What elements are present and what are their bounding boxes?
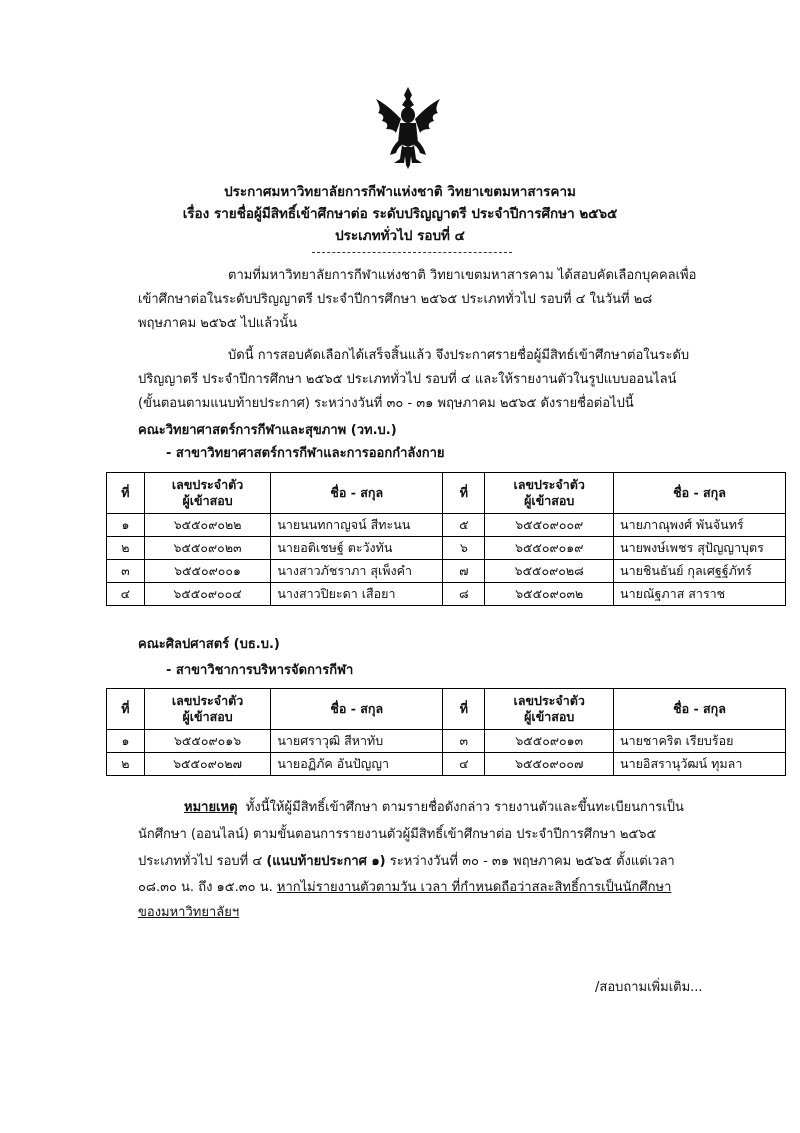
student-name: นายนนทกาญจน์ สีทะนน bbox=[271, 514, 443, 537]
student-name: นายภาณุพงศ์ พันจันทร์ bbox=[614, 514, 786, 537]
table-row bbox=[107, 514, 786, 537]
roster-table-1 bbox=[106, 472, 786, 606]
table-header-row bbox=[107, 689, 786, 730]
header-exam-id: เลขประจำตัว ผู้เข้าสอบ bbox=[485, 473, 614, 514]
row-number: ๖ bbox=[443, 537, 485, 560]
remark-line2: นักศึกษา (ออนไลน์) ตามขั้นตอนการรายงานตัวผู้มีสิทธิ์เข้าศึกษาต่อ ประจำปีการศึกษา ๒๕๖๕ bbox=[138, 827, 657, 842]
student-name: นายอิสรานุวัฒน์ ทุมลา bbox=[614, 753, 786, 776]
header-name: ชื่อ - สกุล bbox=[614, 689, 786, 730]
row-number: ๘ bbox=[443, 583, 485, 606]
announcement-title: ประกาศมหาวิทยาลัยการกีฬาแห่งชาติ วิทยาเขตมหาสารคาม bbox=[224, 184, 576, 200]
continued-marker: /สอบถามเพิ่มเติม... bbox=[595, 980, 703, 995]
student-name: นายอติเชษฐ์ ตะวังทัน bbox=[271, 537, 443, 560]
garuda-emblem-icon bbox=[368, 85, 448, 171]
faculty1-major: - สาขาวิทยาศาสตร์การกีฬาและการออกกำลังกาย bbox=[166, 446, 445, 461]
table-row bbox=[107, 537, 786, 560]
row-number: ๑ bbox=[107, 514, 145, 537]
table-row bbox=[107, 753, 786, 776]
paragraph1-line3: พฤษภาคม ๒๕๖๕ ไปแล้วนั้น bbox=[138, 316, 298, 331]
row-number: ๕ bbox=[443, 514, 485, 537]
remark-line5: ของมหาวิทยาลัยฯ bbox=[138, 905, 240, 920]
announcement-category: ประเภททั่วไป รอบที่ ๔ bbox=[335, 228, 465, 244]
exam-id: ๖๕๕๐๙๐๑๖ bbox=[144, 730, 271, 753]
student-name: นายณัฐภาส สาราช bbox=[614, 583, 786, 606]
student-name: นายชาคริต เรียบร้อย bbox=[614, 730, 786, 753]
header-name: ชื่อ - สกุล bbox=[271, 473, 443, 514]
header-exam-id: เลขประจำตัว ผู้เข้าสอบ bbox=[144, 473, 271, 514]
student-name: นายศราวุฒิ สีหาทับ bbox=[271, 730, 443, 753]
exam-id: ๖๕๕๐๙๐๐๔ bbox=[144, 583, 271, 606]
row-number: ๓ bbox=[107, 560, 145, 583]
faculty2-major: - สาขาวิชาการบริหารจัดการกีฬา bbox=[166, 663, 354, 678]
paragraph2-line1: บัดนี้ การสอบคัดเลือกได้เสร็จสิ้นแล้ว จึงประกาศรายชื่อผู้มีสิทธ์เข้าศึกษาต่อในระดับ bbox=[228, 348, 690, 363]
exam-id: ๖๕๕๐๙๐๐๑ bbox=[144, 560, 271, 583]
roster-table-2 bbox=[106, 688, 786, 776]
exam-id: ๖๕๕๐๙๐๐๙ bbox=[485, 514, 614, 537]
exam-id: ๖๕๕๐๙๐๐๗ bbox=[485, 753, 614, 776]
exam-id: ๖๕๕๐๙๐๑๓ bbox=[485, 730, 614, 753]
header-no: ที่ bbox=[443, 689, 485, 730]
remark-line1 bbox=[184, 797, 684, 819]
student-name: นางสาวปิยะดา เสือยา bbox=[271, 583, 443, 606]
remark-label: หมายเหตุ bbox=[184, 800, 238, 815]
remark-line4: ๐๘.๓๐ น. ถึง ๑๕.๓๐ น. หากไม่รายงานตัวตามวัน เวลา ที่กำหนดถือว่าสละสิทธิ์การเป็นนักศึกษา bbox=[138, 880, 672, 895]
table-row bbox=[107, 583, 786, 606]
faculty2-name: คณะศิลปศาสตร์ (บธ.บ.) bbox=[138, 637, 280, 652]
header-divider bbox=[312, 252, 512, 253]
exam-id: ๖๕๕๐๙๐๒๓ bbox=[144, 537, 271, 560]
remark-line1-text: ทั้งนี้ให้ผู้มีสิทธิ์เข้าศึกษา ตามรายชื่อดังกล่าว รายงานตัวและขึ้นทะเบียนการเป็น bbox=[245, 800, 684, 815]
attachment-reference: (แนบท้ายประกาศ ๑) bbox=[266, 854, 386, 869]
header-no: ที่ bbox=[107, 473, 145, 514]
paragraph1-line2: เข้าศึกษาต่อในระดับปริญญาตรี ประจำปีการศึกษา ๒๕๖๕ ประเภททั่วไป รอบที่ ๔ ในวันที่ ๒๘ bbox=[138, 292, 653, 307]
announcement-subject: เรื่อง รายชื่อผู้มีสิทธิ์เข้าศึกษาต่อ ระดับปริญญาตรี ประจำปีการศึกษา ๒๕๖๕ bbox=[182, 206, 618, 222]
exam-id: ๖๕๕๐๙๐๑๙ bbox=[485, 537, 614, 560]
table-header-row bbox=[107, 473, 786, 514]
table-row bbox=[107, 730, 786, 753]
student-name: นางสาวภัชราภา สุเพ็งคำ bbox=[271, 560, 443, 583]
header-exam-id: เลขประจำตัว ผู้เข้าสอบ bbox=[485, 689, 614, 730]
faculty1-name: คณะวิทยาศาสตร์การกีฬาและสุขภาพ (วท.บ.) bbox=[138, 423, 397, 438]
row-number: ๗ bbox=[443, 560, 485, 583]
exam-id: ๖๕๕๐๙๐๒๗ bbox=[144, 753, 271, 776]
exam-id: ๖๕๕๐๙๐๒๘ bbox=[485, 560, 614, 583]
table-row bbox=[107, 560, 786, 583]
student-name: นายชินธันย์ กุลเศฐฐ์ภัทร์ bbox=[614, 560, 786, 583]
row-number: ๔ bbox=[107, 583, 145, 606]
header-no: ที่ bbox=[443, 473, 485, 514]
forfeit-warning: หากไม่รายงานตัวตามวัน เวลา ที่กำหนดถือว่าสละสิทธิ์การเป็นนักศึกษา bbox=[276, 880, 672, 895]
paragraph2-line3: (ขั้นตอนตามแนบท้ายประกาศ) ระหว่างวันที่ ๓๐ - ๓๑ พฤษภาคม ๒๕๖๕ ดังรายชื่อต่อไปนี้ bbox=[138, 396, 634, 411]
paragraph2-line2: ปริญญาตรี ประจำปีการศึกษา ๒๕๖๕ ประเภททั่วไป รอบที่ ๔ และให้รายงานตัวในรูปแบบออนไลน์ bbox=[138, 372, 677, 387]
remark-line3: ประเภททั่วไป รอบที่ ๔ (แนบท้ายประกาศ ๑) ระหว่างวันที่ ๓๐ - ๓๑ พฤษภาคม ๒๕๖๕ ตั้งแต่เวลา bbox=[138, 854, 675, 869]
row-number: ๔ bbox=[443, 753, 485, 776]
paragraph1-line1: ตามที่มหาวิทยาลัยการกีฬาแห่งชาติ วิทยาเขตมหาสารคาม ได้สอบคัดเลือกบุคคลเพื่อ bbox=[228, 268, 697, 283]
exam-id: ๖๕๕๐๙๐๓๒ bbox=[485, 583, 614, 606]
row-number: ๑ bbox=[107, 730, 145, 753]
student-name: นายอฏิภัค อันปัญญา bbox=[271, 753, 443, 776]
row-number: ๓ bbox=[443, 730, 485, 753]
header-exam-id: เลขประจำตัว ผู้เข้าสอบ bbox=[144, 689, 271, 730]
exam-id: ๖๕๕๐๙๐๒๒ bbox=[144, 514, 271, 537]
header-no: ที่ bbox=[107, 689, 145, 730]
row-number: ๒ bbox=[107, 537, 145, 560]
header-name: ชื่อ - สกุล bbox=[271, 689, 443, 730]
row-number: ๒ bbox=[107, 753, 145, 776]
student-name: นายพงษ์เพชร สุปัญญาบุตร bbox=[614, 537, 786, 560]
header-name: ชื่อ - สกุล bbox=[614, 473, 786, 514]
